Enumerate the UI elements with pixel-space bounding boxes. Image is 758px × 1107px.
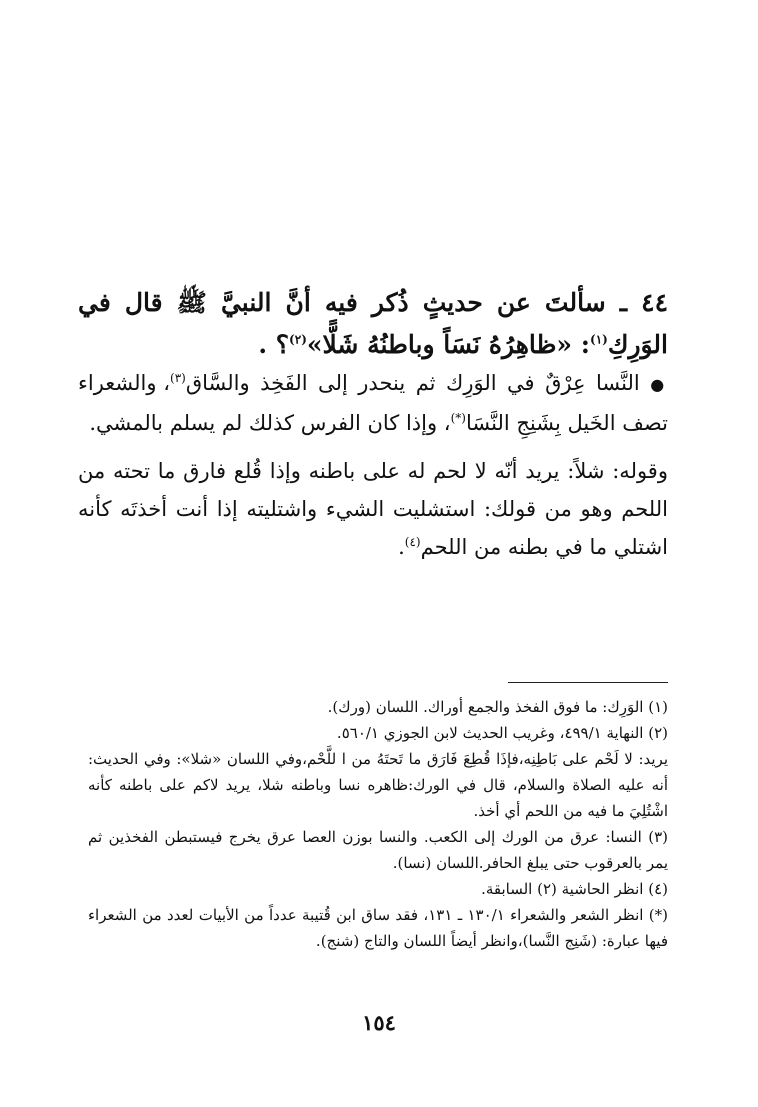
para2-text-a: وقوله: شلاً: يريد أنّه لا لحم له على باطنه وإذا قُلع فارق ما تحته من اللحم وهو من قولك: استشليت الشيء واشتليته إذا أنت أخذتَه كأنه اشتلي ما في بطنه من اللحم xyxy=(78,459,668,559)
footnote-2-continued: يريد: لا لَحْم على بَاطِنِه،فإذَا قُطِعَ فَارَق ما تَحتَهُ من ا للَّحْم،وفي اللسان «شلا»: وفي الحديث: أنه عليه الصلاة والسلام، قال في الورك:ظاهره نسا وباطنه شلا، يريد لاكم على باطنه كأنه اشْتُلِيَ ما فيه من اللحم أي أخذ. xyxy=(88,750,668,820)
hadith-quote: «ظاهِرُهُ نَسَاً وباطنُهُ شَلًّا» xyxy=(306,330,573,359)
footnote-ref-3: (٣) xyxy=(170,371,186,385)
footnote-2: (٢) النهاية ٤٩٩/١، وغريب الحديث لابن الجوزي ٥٦٠/١. xyxy=(336,724,668,742)
question-colon: : xyxy=(580,330,591,359)
footnotes xyxy=(88,694,668,954)
footnote-ref-4: (٤) xyxy=(404,535,421,549)
footnote-1: (١) الوَرِك: ما فوق الفخذ والجمع أوراك. اللسان (ورك). xyxy=(327,698,668,716)
footnote-4: (٤) انظر الحاشية (٢) السابقة. xyxy=(481,880,668,898)
para1-text-b: ، والشعراء تصف الخَيل بِشَنِجِ النَّسَا xyxy=(78,371,668,435)
footnote-star: (*) انظر الشعر والشعراء ١٣٠/١ ـ ١٣١، فقد ساق ابن قُتيبة عدداً من الأبيات لعدد من الشعراء فيها عبارة: (شَنِج النَّسا)،وانظر أيضاً اللسان والتاج (شنج). xyxy=(88,906,668,950)
page-number: ١٥٤ xyxy=(362,1010,396,1035)
question-tail: ؟ . xyxy=(258,330,290,359)
footnote-ref-1: (١) xyxy=(590,332,608,347)
question-text: ٤٤ ـ سألتَ عن حديثٍ ذُكر فيه أنَّ النبيَّ ﷺ قال في الوَرِكِ xyxy=(78,288,668,359)
question-heading xyxy=(78,282,668,366)
para1-text-c: ، وإذا كان الفرس كذلك لم يسلم بالمشي. xyxy=(89,411,451,435)
footnote-ref-star: (*) xyxy=(450,411,466,425)
answer-paragraph-2 xyxy=(78,452,668,566)
bullet-icon: ● xyxy=(650,375,668,394)
para2-text-b: . xyxy=(398,535,405,559)
footnote-3: (٣) النسا: عرق من الورك إلى الكعب. والنسا بوزن العصا عرق يخرج فيستبطن الفخذين ثم يمر بالعرقوب حتى يبلغ الحافر.اللسان (نسا). xyxy=(88,828,668,872)
footnote-divider xyxy=(508,682,668,683)
para1-text-a: النَّسا عِرْقٌ في الوَرِك ثم ينحدر إلى الفَخِذ والسَّاق xyxy=(185,371,640,395)
answer-paragraph-1 xyxy=(78,364,668,442)
footnote-ref-2: (٢) xyxy=(289,332,307,347)
